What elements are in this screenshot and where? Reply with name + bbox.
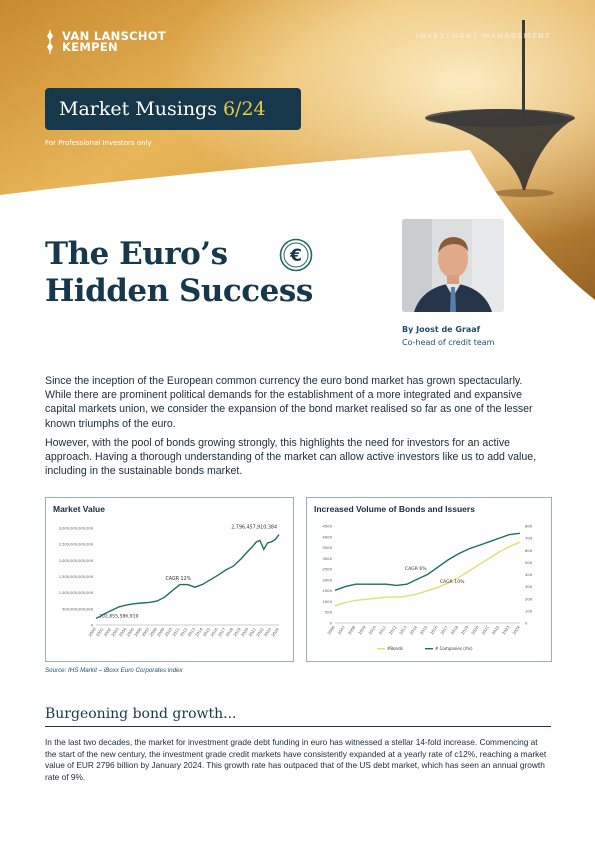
x-tick-label: 2007 bbox=[336, 624, 347, 636]
x-tick-label: 2017 bbox=[439, 624, 449, 636]
y-right-tick-label: 600 bbox=[525, 547, 533, 553]
x-tick-label: 2012 bbox=[387, 624, 398, 636]
y-tick-label: 2,500,000,000,000 bbox=[58, 542, 93, 547]
section-label: INVESTMENT MANAGEMENT bbox=[415, 32, 551, 40]
x-tick-label: 2015 bbox=[418, 624, 429, 636]
section-divider bbox=[45, 726, 551, 727]
x-tick-label: 2018 bbox=[449, 624, 460, 636]
y-right-tick-label: 800 bbox=[525, 523, 533, 529]
series-title-box bbox=[45, 88, 301, 130]
section-heading: Burgeoning bond growth... bbox=[45, 706, 237, 722]
leaf-icon bbox=[44, 30, 56, 54]
y-tick-label: 3,000,000,000,000 bbox=[58, 526, 93, 531]
x-tick-label: 2006 bbox=[326, 624, 336, 636]
x-tick-label: 2012 bbox=[178, 626, 189, 638]
author-photo bbox=[402, 219, 504, 312]
x-tick-label: 2023 bbox=[500, 624, 511, 636]
x-tick-label: 2022 bbox=[490, 624, 501, 636]
legend-companies-label: # Companies (rhs) bbox=[435, 646, 473, 651]
y-left-tick-label: 2000 bbox=[322, 577, 332, 583]
brand-line2: KEMPEN bbox=[62, 40, 118, 54]
headline-line1: The Euro’s bbox=[45, 236, 228, 272]
y-right-tick-label: 200 bbox=[525, 596, 533, 602]
y-tick-label: 1,500,000,000,000 bbox=[58, 575, 93, 579]
chart-source: Source: IHS Markit – iBoxx Euro Corporates index bbox=[45, 667, 183, 674]
cagr-label: CAGR 12% bbox=[165, 576, 192, 582]
x-tick-label: 2014 bbox=[193, 626, 204, 638]
companies-line bbox=[335, 533, 520, 590]
x-tick-label: 2008 bbox=[148, 626, 158, 638]
audience-note: For Professional Investors only bbox=[45, 139, 152, 147]
x-tick-label: 2009 bbox=[155, 626, 166, 638]
author-name: By Joost de Graaf bbox=[402, 325, 481, 334]
page-title bbox=[45, 236, 313, 310]
x-tick-label: 2019 bbox=[232, 626, 242, 638]
x-tick-label: 2013 bbox=[186, 626, 196, 638]
y-tick-label: 0 bbox=[90, 623, 93, 628]
x-tick-label: 2016 bbox=[209, 626, 219, 638]
start-value-label: 202,855,586,919 bbox=[99, 614, 139, 620]
x-tick-label: 2006 bbox=[132, 626, 143, 638]
x-tick-label: 2011 bbox=[377, 624, 388, 636]
y-left-tick-label: 2500 bbox=[322, 566, 332, 572]
end-value-label: 2,796,457,910,384 bbox=[231, 525, 277, 531]
brand-logo[interactable] bbox=[44, 30, 166, 54]
x-tick-label: 2011 bbox=[171, 626, 181, 638]
x-tick-label: 2008 bbox=[346, 624, 357, 636]
y-left-tick-label: 4000 bbox=[322, 534, 332, 540]
chart-title: Market Value bbox=[53, 504, 105, 514]
y-tick-label: 1,000,000,000,000 bbox=[58, 591, 93, 596]
x-tick-label: 2007 bbox=[140, 626, 151, 638]
svg-text:€: € bbox=[290, 246, 302, 266]
bonds-issuers-plot bbox=[307, 498, 551, 661]
cagr-bonds-label: CAGR 10% bbox=[439, 579, 465, 585]
y-right-tick-label: 300 bbox=[525, 584, 533, 590]
x-tick-label: 2009 bbox=[357, 624, 367, 636]
x-tick-label: 2018 bbox=[224, 626, 235, 638]
y-right-tick-label: 100 bbox=[525, 608, 533, 614]
x-tick-label: 2001 bbox=[94, 626, 105, 638]
x-tick-label: 2010 bbox=[367, 624, 377, 636]
x-tick-label: 2020 bbox=[239, 626, 250, 638]
x-tick-label: 2013 bbox=[398, 624, 408, 636]
x-tick-label: 2016 bbox=[428, 624, 439, 636]
x-tick-label: 2004 bbox=[117, 626, 128, 638]
chart-title: Increased Volume of Bonds and Issuers bbox=[314, 504, 475, 514]
intro-paragraph: Since the inception of the European common currency the euro bond market has grown spectacularly. While there are prominent political demands for the establishment of a more integrated and expansive capital markets union, we consider the expansion of the bond market realised so far as one of the lesser known triumphs of the euro. bbox=[45, 375, 533, 430]
x-tick-label: 2010 bbox=[163, 626, 174, 638]
author-role: Co-head of credit team bbox=[402, 338, 495, 347]
euro-icon bbox=[279, 238, 313, 272]
x-tick-label: 2005 bbox=[125, 626, 135, 638]
x-tick-label: 2019 bbox=[459, 624, 470, 636]
y-tick-label: 2,000,000,000,000 bbox=[58, 558, 93, 563]
x-tick-label: 2015 bbox=[201, 626, 212, 638]
y-right-tick-label: 700 bbox=[525, 535, 533, 541]
brand-name bbox=[62, 31, 166, 53]
y-left-tick-label: 1000 bbox=[322, 598, 332, 604]
y-left-tick-label: 500 bbox=[324, 609, 332, 615]
y-left-tick-label: 1500 bbox=[322, 588, 332, 594]
y-tick-label: 500,000,000,000 bbox=[62, 607, 93, 612]
x-tick-label: 2017 bbox=[216, 626, 227, 638]
y-left-tick-label: 4500 bbox=[322, 523, 332, 529]
market-value-plot bbox=[46, 498, 293, 661]
x-tick-label: 2024 bbox=[270, 626, 280, 638]
author-byline bbox=[402, 323, 494, 349]
headline-line2: Hidden Success bbox=[45, 273, 313, 309]
x-tick-label: 2021 bbox=[480, 624, 490, 636]
bonds-issuers-chart bbox=[306, 497, 552, 662]
x-tick-label: 2000 bbox=[87, 626, 97, 638]
x-tick-label: 2022 bbox=[254, 626, 265, 638]
y-left-tick-label: 3000 bbox=[322, 555, 332, 561]
x-tick-label: 2014 bbox=[408, 624, 419, 636]
market-value-chart bbox=[45, 497, 294, 662]
second-paragraph: However, with the pool of bonds growing strongly, this highlights the need for investors for an active approach. Having a thorough understanding of the market can allow active investors like us to add value, including in the sustainable bonds market. bbox=[45, 437, 537, 478]
y-right-tick-label: 400 bbox=[525, 572, 533, 577]
x-tick-label: 2003 bbox=[110, 626, 120, 638]
brand-line1: VAN LANSCHOT bbox=[62, 29, 167, 43]
x-tick-label: 2002 bbox=[102, 626, 113, 638]
issue-number: 6/24 bbox=[222, 98, 266, 120]
section-paragraph: In the last two decades, the market for investment grade debt funding in euro has witnessed a stellar 14-fold increase. Commencing at the start of the new century, the investment grade credit markets have consistently expanded at a yearly rate of c12%, reaching a market value of EUR 2796 billion by January 2024. This growth rate has outpaced that of the US debt market, which has seen an annual growth rate of 9%. bbox=[45, 737, 547, 782]
x-tick-label: 2021 bbox=[247, 626, 257, 638]
legend-bonds-label: #Bonds bbox=[387, 646, 403, 651]
y-right-tick-label: 0 bbox=[525, 620, 528, 626]
x-tick-label: 2023 bbox=[262, 626, 273, 638]
x-tick-label: 2020 bbox=[470, 624, 480, 636]
y-right-tick-label: 500 bbox=[525, 559, 533, 565]
y-left-tick-label: 0 bbox=[329, 620, 332, 626]
y-left-tick-label: 3500 bbox=[322, 545, 332, 551]
series-title: Market Musings bbox=[59, 98, 217, 120]
cagr-companies-label: CAGR 6% bbox=[404, 566, 427, 572]
x-tick-label: 2024 bbox=[511, 624, 521, 636]
